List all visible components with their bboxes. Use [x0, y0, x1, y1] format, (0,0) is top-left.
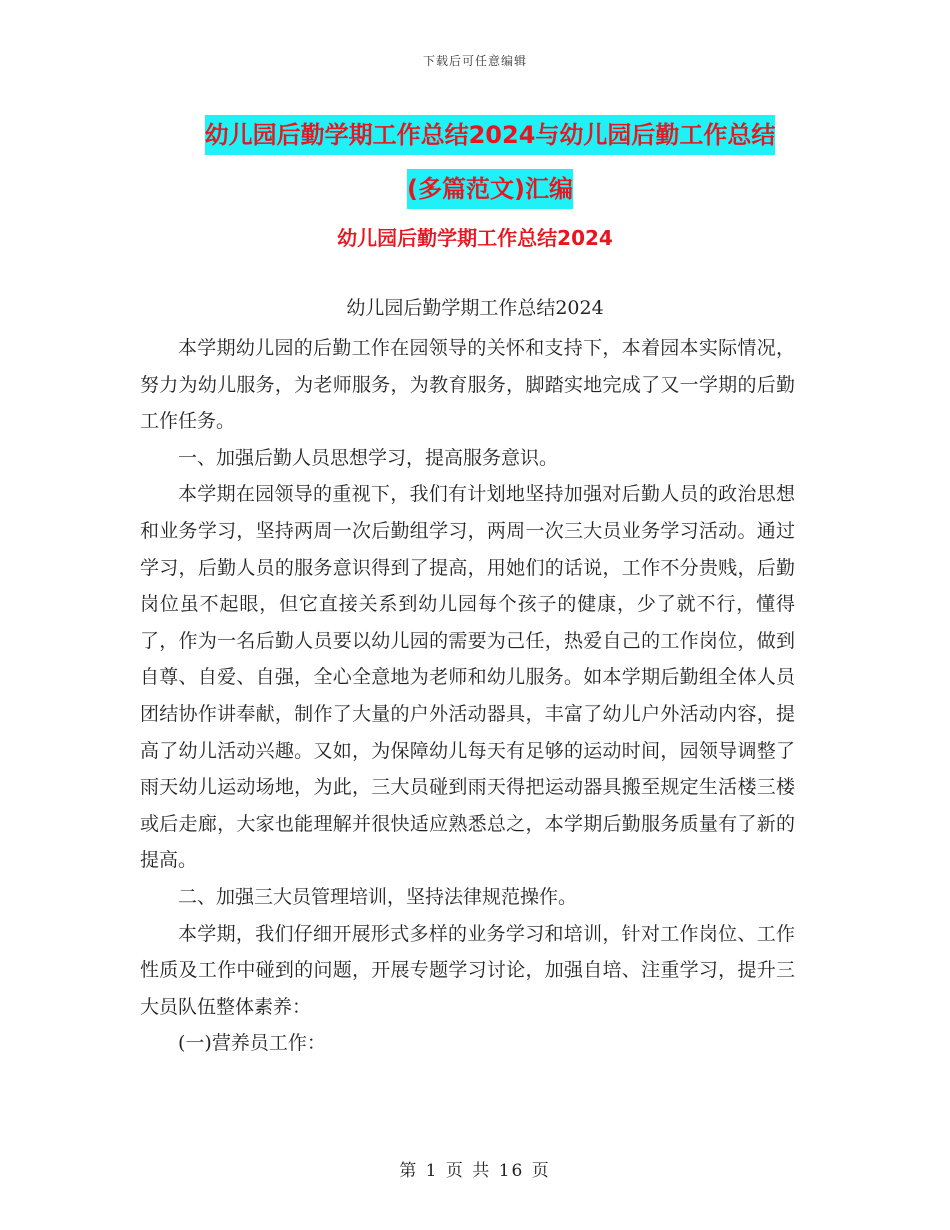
paragraph-intro: 本学期幼儿园的后勤工作在园领导的关怀和支持下，本着园本实际情况，努力为幼儿服务，为老师服务，为教育服务，脚踏实地完成了又一学期的后勤工作任务。 — [140, 337, 795, 433]
section-title: 幼儿园后勤学期工作总结2024 — [337, 226, 613, 250]
document-body — [140, 330, 795, 1062]
document-title-line-1: 幼儿园后勤学期工作总结2024与幼儿园后勤工作总结 — [205, 115, 776, 155]
page-header-note: 下载后可任意编辑 — [422, 54, 527, 68]
paragraph-part-one: 本学期在园领导的重视下，我们有计划地坚持加强对后勤人员的政治思想和业务学习，坚持两周一次后勤组学习，两周一次三大员业务学习活动。通过学习，后勤人员的服务意识得到了提高，用她们的话说，工作不分贵贱，后勤岗位虽不起眼，但它直接关系到幼儿园每个孩子的健康，少了就不行，懂得了，作为一名后勤人员要以幼儿园的需要为己任，热爱自己的工作岗位，做到自尊、自爱、自强，全心全意地为老师和幼儿服务。如本学期后勤组全体人员团结协作讲奉献，制作了大量的户外活动器具，丰富了幼儿户外活动内容，提高了幼儿活动兴趣。又如，为保障幼儿每天有足够的运动时间，园领导调整了雨天幼儿运动场地，为此，三大员碰到雨天得把运动器具搬至规定生活楼三楼或后走廊，大家也能理解并很快适应熟悉总之，本学期后勤服务质量有了新的提高。 — [140, 483, 795, 872]
heading-part-two: 二、加强三大员管理培训，坚持法律规范操作。 — [178, 885, 578, 908]
paragraph-part-two: 本学期，我们仔细开展形式多样的业务学习和培训，针对工作岗位、工作性质及工作中碰到的问题，开展专题学习讨论，加强自培、注重学习，提升三大员队伍整体素养： — [140, 922, 795, 1018]
section-subtitle: 幼儿园后勤学期工作总结2024 — [346, 297, 604, 319]
page-number: 第 1 页 共 16 页 — [399, 1161, 551, 1181]
subheading-nutritionist: (一)营养员工作： — [178, 1032, 326, 1055]
heading-part-one: 一、加强后勤人员思想学习，提高服务意识。 — [178, 446, 559, 469]
document-title-line-2: (多篇范文)汇编 — [407, 169, 573, 209]
document-title — [140, 108, 840, 216]
